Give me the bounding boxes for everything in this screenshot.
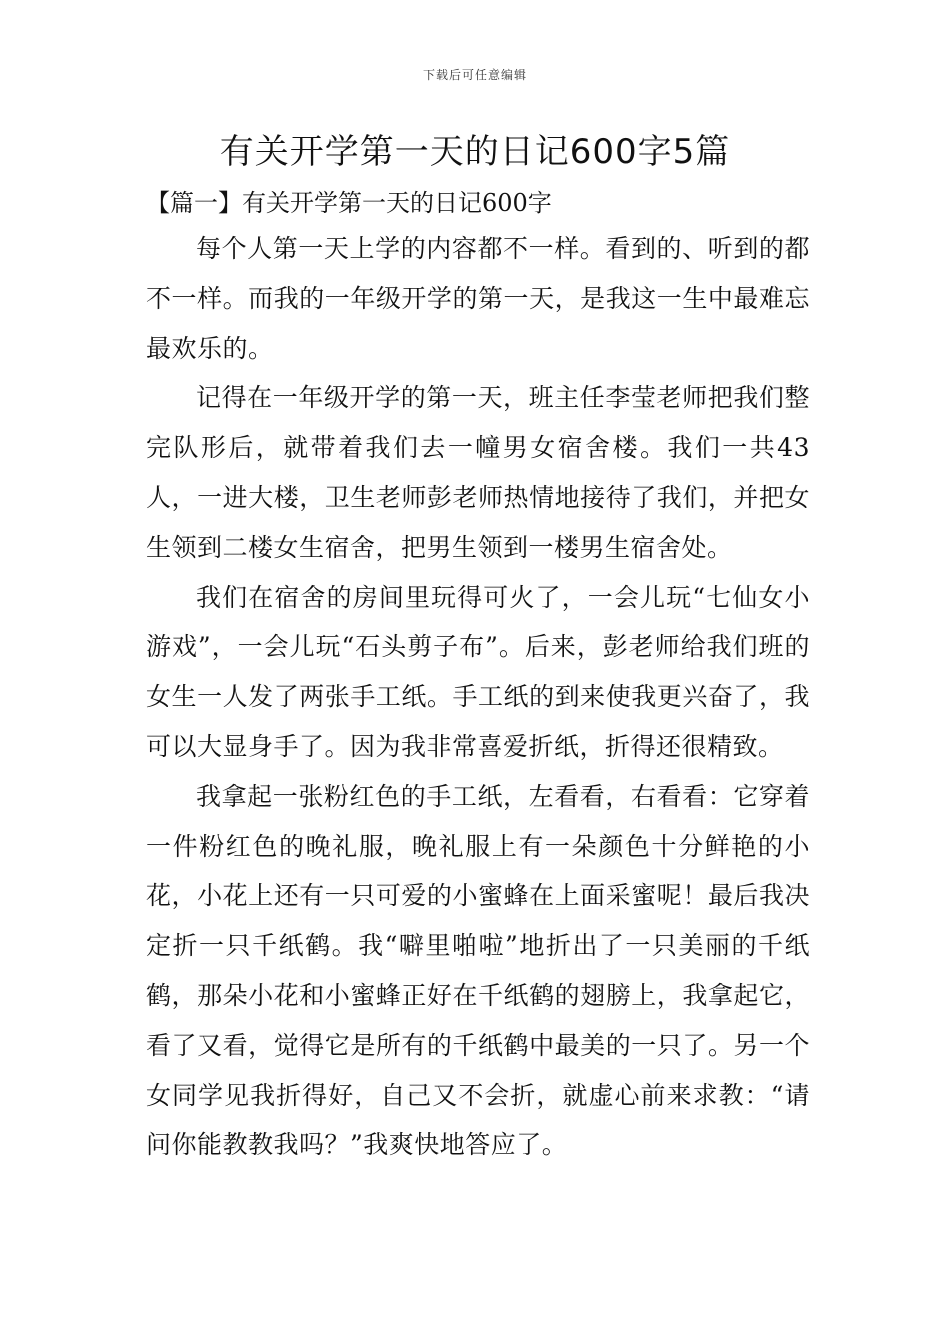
- document-title: 有关开学第一天的日记600字5篇: [219, 132, 731, 172]
- section-heading: 【篇一】有关开学第一天的日记600字: [146, 189, 552, 217]
- header-note: 下载后可任意编辑: [422, 68, 527, 82]
- paragraph: 我拿起一张粉红色的手工纸，左看看，右看看：它穿着一件粉红色的晚礼服，晚礼服上有一朵颜色十分鲜艳的小花，小花上还有一只可爱的小蜜蜂在上面采蜜呢！最后我决定折一只千纸鹤。我“噼里啪啦”地折出了一只美丽的千纸鹤，那朵小花和小蜜蜂正好在千纸鹤的翅膀上，我拿起它，看了又看，觉得它是所有的千纸鹤中最美的一只了。另一个女同学见我折得好，自己又不会折，就虚心前来求教：“请问你能教教我吗？”我爽快地答应了。: [146, 781, 810, 1160]
- paragraph: 每个人第一天上学的内容都不一样。看到的、听到的都不一样。而我的一年级开学的第一天，是我这一生中最难忘最欢乐的。: [146, 234, 810, 363]
- paragraph: 记得在一年级开学的第一天，班主任李莹老师把我们整完队形后，就带着我们去一幢男女宿舍楼。我们一共43人，一进大楼，卫生老师彭老师热情地接待了我们，并把女生领到二楼女生宿舍，把男生领到一楼男生宿舍处。: [146, 383, 810, 562]
- body-text: [146, 224, 810, 1170]
- paragraph: 我们在宿舍的房间里玩得可火了，一会儿玩“七仙女小游戏”，一会儿玩“石头剪子布”。后来，彭老师给我们班的女生一人发了两张手工纸。手工纸的到来使我更兴奋了，我可以大显身手了。因为我非常喜爱折纸，折得还很精致。: [146, 582, 810, 761]
